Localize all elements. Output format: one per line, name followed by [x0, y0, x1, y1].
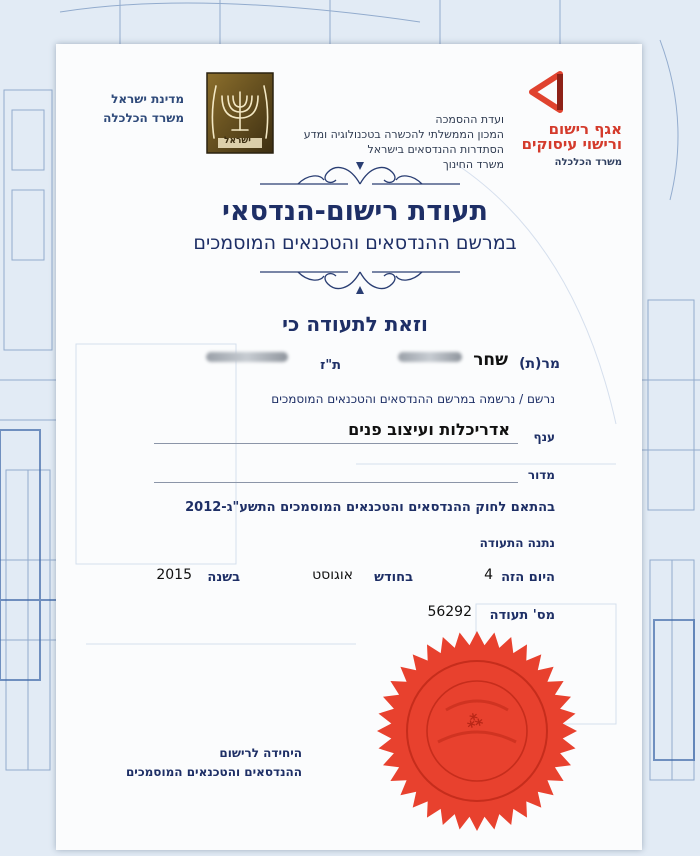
month-value: אוגוסט [312, 567, 353, 583]
registered-text: נרשם / נרשמה במרשם ההנדסאים והטכנאים המוסמכים [271, 392, 555, 406]
year-label: בשנה [207, 570, 240, 585]
year-value: 2015 [156, 567, 192, 583]
state-emblem-icon [206, 72, 274, 154]
cert-number-label: מס' תעודה [489, 608, 555, 623]
id-label: ת"ז [320, 358, 341, 373]
month-label: בחודש [374, 570, 413, 585]
day-value: 4 [484, 567, 493, 583]
brand-line-2: ורישוי עיסוקים [521, 135, 622, 153]
red-seal-icon [376, 630, 578, 832]
day-label: היום הזה [501, 570, 555, 585]
branch-line [154, 443, 518, 444]
section-line [154, 482, 518, 483]
svg-text:⁂: ⁂ [464, 709, 485, 733]
brand-line-1: אגף רישום [548, 120, 622, 138]
state-name: מדינת ישראל [111, 92, 184, 106]
ministry-name: משרד הכלכלה [103, 111, 184, 125]
committee-line-3: הסתדרות ההנדסאים בישראל [367, 143, 504, 156]
surname-redacted [398, 352, 462, 362]
issuing-unit-line-2: ההנדסאים והטכנאים המוסמכים [125, 765, 302, 779]
committee-line-2: המכון הממשלתי להכשרה בטכנולוגיה ומדע [303, 128, 504, 141]
certificate-subtitle: במרשם ההנדסאים והטכנאים המוסמכים [193, 232, 517, 254]
cert-number-value: 56292 [427, 604, 472, 620]
certificate-title: תעודת רישום-הנדסאי [222, 196, 488, 227]
issuing-unit [112, 744, 302, 782]
ornament-top-icon [258, 156, 462, 190]
branch-value: אדריכלות ועיצוב פנים [348, 420, 510, 439]
issuing-unit-line-1: היחידה לרישום [219, 746, 302, 760]
certify-heading: וזאת לתעודה כי [282, 312, 428, 336]
registration-division-logo-icon [526, 70, 566, 114]
state-block [94, 90, 184, 128]
committee-line-1: ועדת ההסמכה [435, 113, 504, 126]
emblem-caption: ישראל [224, 136, 251, 146]
name-label: מר(ת) [519, 356, 560, 372]
ornament-bottom-icon [258, 264, 462, 298]
committee-line-4: משרד החינוך [442, 158, 504, 171]
name-value: שחר [473, 350, 508, 370]
brand-sub: משרד הכלכלה [554, 157, 622, 168]
brand-block [522, 122, 622, 170]
law-text: בהתאם לחוק ההנדסאים והטכנאים המוסמכים התשע"ג-2012 [185, 500, 555, 515]
issued-text: נתנה התעודה [479, 536, 555, 550]
branch-label: ענף [533, 430, 555, 444]
section-label: מדור [527, 468, 555, 482]
id-redacted [206, 352, 288, 362]
